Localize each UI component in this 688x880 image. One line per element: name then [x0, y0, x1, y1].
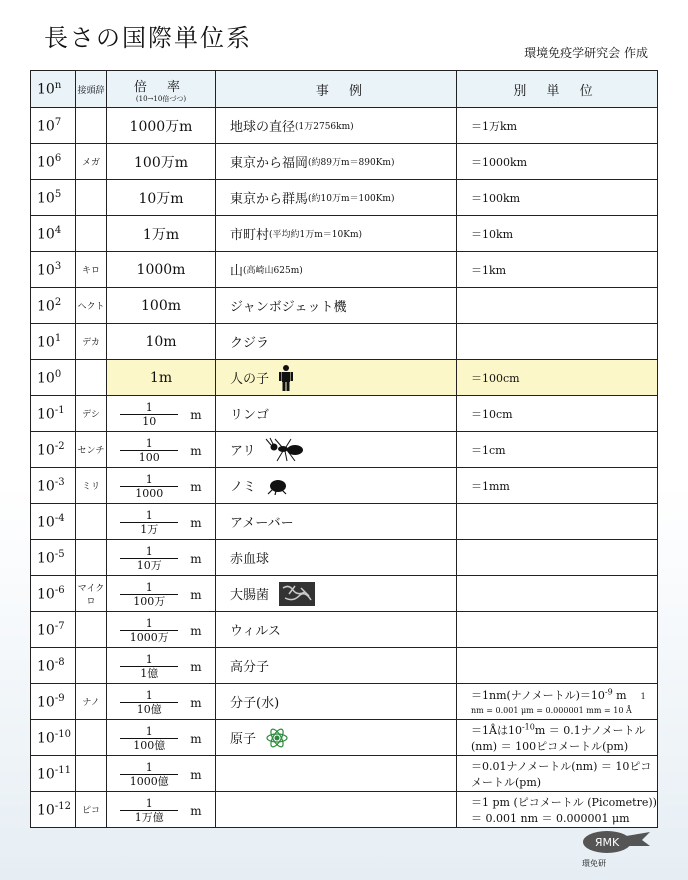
table-row [31, 216, 658, 252]
prefix-cell [76, 720, 107, 756]
example-cell [216, 792, 457, 828]
table-row [31, 648, 658, 684]
ecoli-icon [279, 582, 315, 606]
fraction-unit: m [190, 767, 202, 782]
header-prefix: 接頭辞 [76, 71, 107, 108]
logo-mark: ЯMK [594, 836, 620, 849]
multiplier-cell [107, 648, 216, 684]
fraction-unit: m [190, 731, 202, 746]
si-length-table [30, 70, 658, 828]
power-exponent: 3 [54, 260, 62, 272]
fraction-unit: m [190, 407, 202, 422]
alt-unit-text-b: m ＝ 0.1ナノメートル(nm) ＝ 100ピコメートル(pm) [471, 723, 646, 753]
fraction-denominator: 1億 [140, 667, 159, 680]
alt-unit-exponent: -10 [521, 721, 535, 731]
fraction [120, 653, 201, 680]
multiplier-cell [107, 432, 216, 468]
example-text: ノミ [230, 480, 257, 495]
power-exponent: 7 [54, 116, 62, 128]
prefix-cell: デシ [76, 396, 107, 432]
fraction-denominator: 1万億 [134, 811, 164, 824]
example-text: ウィルス [230, 624, 281, 639]
fraction-numerator: 1 [120, 617, 178, 631]
fraction-unit: m [190, 695, 202, 710]
fraction-denominator: 1000億 [129, 775, 169, 788]
fraction-denominator: 10万 [136, 559, 162, 572]
prefix-cell [76, 180, 107, 216]
alt-unit-text: ＝1nm(ナノメートル)＝10 [471, 689, 605, 702]
multiplier-cell [107, 756, 216, 792]
example-text: 地球の直径 [230, 120, 296, 135]
alt-unit-text: ＝1Åは10 [471, 723, 522, 737]
example-text: 大腸菌 [230, 588, 270, 603]
power-cell: $10^{-1}$ [31, 396, 76, 432]
multiplier-cell: 1000万m [107, 108, 216, 144]
alt-unit-cell: ＝0.01ナノメートル(nm) ＝ 10ピコメートル(pm) [457, 756, 658, 792]
multiplier-cell [107, 792, 216, 828]
header-example: 事 例 [216, 71, 457, 108]
fraction [120, 725, 201, 752]
person-icon [279, 365, 293, 391]
example-text: 高分子 [230, 660, 270, 675]
power-cell: $10^1$ [31, 324, 76, 360]
power-exponent: 1 [54, 332, 62, 344]
example-note: (約89万m＝890Km) [308, 158, 395, 168]
alt-unit-exponent: -9 [604, 687, 613, 697]
table-row [31, 540, 658, 576]
table-row [31, 612, 658, 648]
alt-unit-cell: ＝1 pm (ピコメートル (Picometre)) ＝ 0.001 nm ＝ 0.000001 μm [457, 792, 658, 828]
example-cell [216, 288, 457, 324]
fraction-unit: m [190, 443, 202, 458]
logo-emblem-icon [582, 828, 652, 858]
power-cell: $10^4$ [31, 216, 76, 252]
power-exponent: 5 [54, 188, 62, 200]
fraction-unit: m [190, 515, 202, 530]
prefix-cell: ピコ [76, 792, 107, 828]
alt-unit-cell [457, 540, 658, 576]
fraction [120, 797, 201, 824]
alt-unit-cell [457, 720, 658, 756]
example-cell [216, 684, 457, 720]
multiplier-cell: 1000m [107, 252, 216, 288]
table-row [31, 144, 658, 180]
prefix-cell: マイクロ [76, 576, 107, 612]
alt-unit-note: 1 nm = 0.001 μm = 0.000001 mm = 10 Å [471, 692, 646, 715]
fraction [120, 437, 201, 464]
power-cell: $10^{-12}$ [31, 792, 76, 828]
multiplier-cell [107, 720, 216, 756]
alt-unit-cell: ＝1km [457, 252, 658, 288]
example-text: クジラ [230, 336, 270, 351]
example-cell [216, 504, 457, 540]
power-cell: $10^{-2}$ [31, 432, 76, 468]
table-row [31, 756, 658, 792]
prefix-cell: センチ [76, 432, 107, 468]
example-cell [216, 252, 457, 288]
fraction-numerator: 1 [120, 401, 178, 415]
power-exponent: -8 [54, 656, 65, 668]
alt-unit-cell [457, 324, 658, 360]
table-header-row [31, 71, 658, 108]
fraction-denominator: 100万 [133, 595, 166, 608]
example-text: 市町村 [230, 228, 270, 243]
power-cell: $10^{-11}$ [31, 756, 76, 792]
prefix-cell: ミリ [76, 468, 107, 504]
prefix-cell [76, 540, 107, 576]
prefix-cell: ヘクト [76, 288, 107, 324]
table-row [31, 252, 658, 288]
power-cell: $10^{-8}$ [31, 648, 76, 684]
fraction-denominator: 1000万 [129, 631, 169, 644]
power-cell: $10^{-6}$ [31, 576, 76, 612]
prefix-cell [76, 108, 107, 144]
example-cell [216, 576, 457, 612]
fraction-numerator: 1 [120, 581, 178, 595]
example-cell [216, 468, 457, 504]
alt-unit-text-b: m [612, 689, 627, 702]
power-cell: $10^{-10}$ [31, 720, 76, 756]
table-row [31, 792, 658, 828]
fraction [120, 545, 201, 572]
fraction [120, 761, 201, 788]
example-text: ジャンボジェット機 [230, 300, 347, 315]
fraction-numerator: 1 [120, 653, 178, 667]
example-note: (平均約1万m＝10Km) [269, 230, 363, 240]
author-label: 環境免疫学研究会 作成 [524, 46, 648, 60]
ant-icon [265, 437, 305, 463]
alt-unit-cell [457, 504, 658, 540]
power-cell: $10^{-9}$ [31, 684, 76, 720]
power-exponent: -9 [54, 692, 65, 704]
example-text: 原子 [230, 732, 257, 747]
power-cell: $10^{-4}$ [31, 504, 76, 540]
multiplier-cell [107, 396, 216, 432]
example-cell [216, 324, 457, 360]
table-row [31, 720, 658, 756]
example-cell [216, 720, 457, 756]
multiplier-cell [107, 612, 216, 648]
multiplier-cell: 100万m [107, 144, 216, 180]
example-note: (約10万m＝100Km) [308, 194, 395, 204]
alt-unit-cell: ＝1cm [457, 432, 658, 468]
alt-unit-cell [457, 648, 658, 684]
fraction [120, 689, 201, 716]
power-exponent: 4 [54, 224, 62, 236]
power-exponent: -5 [54, 548, 65, 560]
fraction-numerator: 1 [120, 473, 178, 487]
power-cell: $10^3$ [31, 252, 76, 288]
power-cell: $10^7$ [31, 108, 76, 144]
multiplier-cell: 100m [107, 288, 216, 324]
table-row [31, 396, 658, 432]
fraction-denominator: 10億 [136, 703, 162, 716]
fraction-unit: m [190, 587, 202, 602]
prefix-cell [76, 360, 107, 396]
example-cell [216, 144, 457, 180]
alt-unit-cell [457, 684, 658, 720]
power-cell: $10^5$ [31, 180, 76, 216]
table-row [31, 324, 658, 360]
page-title: 長さの国際単位系 [44, 24, 252, 52]
multiplier-cell: 1m [107, 360, 216, 396]
fraction-denominator: 100 [138, 451, 160, 464]
example-text: アメーバー [230, 516, 294, 531]
fraction-unit: m [190, 551, 202, 566]
prefix-cell [76, 504, 107, 540]
table-row [31, 504, 658, 540]
power-cell: $10^0$ [31, 360, 76, 396]
example-cell [216, 180, 457, 216]
prefix-cell: デカ [76, 324, 107, 360]
fraction-unit: m [190, 659, 202, 674]
power-exponent: -1 [54, 404, 65, 416]
example-text: 分子(水) [230, 696, 280, 711]
example-cell [216, 108, 457, 144]
example-text: 山 [230, 264, 244, 279]
alt-unit-cell: ＝100cm [457, 360, 658, 396]
alt-unit-cell: ＝10km [457, 216, 658, 252]
prefix-cell: ナノ [76, 684, 107, 720]
example-cell [216, 432, 457, 468]
header-multiplier: 倍 率 (10→10倍づつ) [107, 71, 216, 108]
fraction-denominator: 10 [142, 415, 157, 428]
header-power: 10$^n$ [31, 71, 76, 108]
fraction-denominator: 100億 [133, 739, 166, 752]
example-cell [216, 360, 457, 396]
alt-unit-cell [457, 576, 658, 612]
multiplier-cell: 10m [107, 324, 216, 360]
logo-caption: 環免研 [582, 859, 606, 868]
fraction [120, 509, 201, 536]
fraction-numerator: 1 [120, 545, 178, 559]
fraction-numerator: 1 [120, 437, 178, 451]
example-cell [216, 216, 457, 252]
fraction-denominator: 1000 [135, 487, 164, 500]
table-row [31, 576, 658, 612]
example-text: 東京から福岡 [230, 156, 309, 171]
power-cell: $10^{-5}$ [31, 540, 76, 576]
alt-unit-cell [457, 288, 658, 324]
fraction-numerator: 1 [120, 725, 178, 739]
fraction [120, 581, 201, 608]
power-exponent: -11 [54, 764, 71, 776]
fraction-unit: m [190, 623, 202, 638]
power-exponent: -6 [54, 584, 65, 596]
multiplier-cell: 10万m [107, 180, 216, 216]
multiplier-cell [107, 576, 216, 612]
example-text: 赤血球 [230, 552, 270, 567]
atom-icon [266, 727, 288, 749]
fraction [120, 473, 201, 500]
example-cell [216, 648, 457, 684]
example-cell [216, 540, 457, 576]
logo [582, 828, 652, 872]
table-row [31, 180, 658, 216]
prefix-cell [76, 756, 107, 792]
example-cell [216, 612, 457, 648]
fraction-numerator: 1 [120, 509, 178, 523]
power-exponent: 0 [54, 368, 62, 380]
prefix-cell [76, 216, 107, 252]
power-exponent: -2 [54, 440, 65, 452]
fraction-numerator: 1 [120, 689, 178, 703]
table-row [31, 288, 658, 324]
example-text: 東京から群馬 [230, 192, 309, 207]
fraction-unit: m [190, 479, 202, 494]
multiplier-cell: 1万m [107, 216, 216, 252]
example-text: アリ [230, 444, 256, 459]
power-exponent: -10 [54, 728, 71, 740]
table-row [31, 432, 658, 468]
multiplier-cell [107, 684, 216, 720]
table-row [31, 468, 658, 504]
example-note: (高崎山625m) [243, 266, 303, 276]
alt-unit-cell: ＝1万km [457, 108, 658, 144]
alt-unit-cell: ＝1mm [457, 468, 658, 504]
power-exponent: -3 [54, 476, 65, 488]
multiplier-cell [107, 468, 216, 504]
fraction-numerator: 1 [120, 761, 178, 775]
example-cell [216, 396, 457, 432]
prefix-cell: キロ [76, 252, 107, 288]
flea-icon [266, 477, 290, 495]
multiplier-cell [107, 504, 216, 540]
example-text: 人の子 [230, 372, 270, 387]
prefix-cell [76, 648, 107, 684]
fraction-unit: m [190, 803, 202, 818]
fraction [120, 401, 201, 428]
header-alt-unit: 別 単 位 [457, 71, 658, 108]
alt-unit-cell: ＝1000km [457, 144, 658, 180]
alt-unit-cell: ＝10cm [457, 396, 658, 432]
power-exponent: -4 [54, 512, 65, 524]
power-exponent: -7 [54, 620, 65, 632]
power-cell: $10^{-7}$ [31, 612, 76, 648]
power-exponent: 6 [54, 152, 62, 164]
table-row [31, 684, 658, 720]
example-text: リンゴ [230, 408, 270, 423]
prefix-cell: メガ [76, 144, 107, 180]
fraction [120, 617, 201, 644]
multiplier-cell [107, 540, 216, 576]
table-row [31, 360, 658, 396]
table-row [31, 108, 658, 144]
power-exponent: 2 [54, 296, 62, 308]
fraction-denominator: 1万 [140, 523, 159, 536]
power-cell: $10^{-3}$ [31, 468, 76, 504]
alt-unit-cell: ＝100km [457, 180, 658, 216]
power-cell: $10^6$ [31, 144, 76, 180]
alt-unit-cell [457, 612, 658, 648]
prefix-cell [76, 612, 107, 648]
example-cell [216, 756, 457, 792]
power-exponent: -12 [54, 800, 71, 812]
power-cell: $10^2$ [31, 288, 76, 324]
example-note: (1万2756km) [295, 122, 354, 132]
fraction-numerator: 1 [120, 797, 178, 811]
